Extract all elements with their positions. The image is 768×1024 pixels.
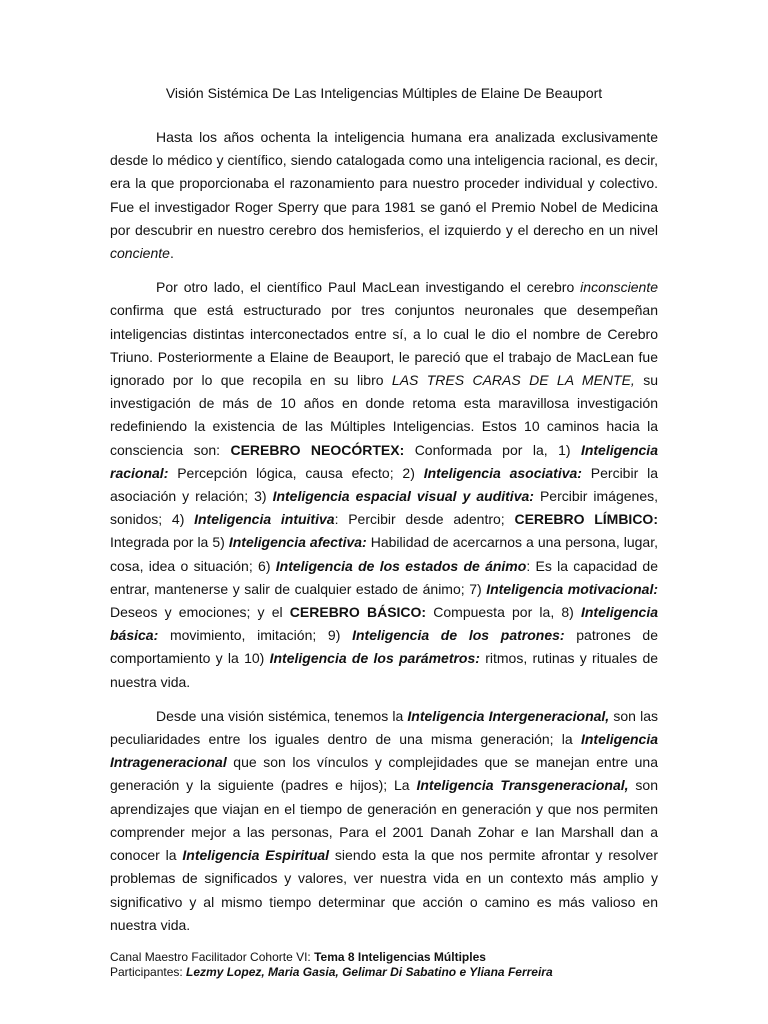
text-run: Inteligencia Intrageneracional bbox=[110, 731, 658, 771]
text-run: Inteligencia Transgeneracional, bbox=[416, 777, 629, 794]
paragraph-1 bbox=[110, 126, 658, 265]
footer-course-label: Canal Maestro Facilitador Cohorte VI: bbox=[110, 950, 315, 964]
footer-participants-label: Participantes: bbox=[110, 965, 187, 979]
text-run: Compuesta por la, 8) bbox=[426, 604, 581, 621]
text-run: LAS TRES CARAS DE LA MENTE, bbox=[391, 372, 635, 389]
text-run: Desde una visión sistémica, tenemos la bbox=[156, 707, 408, 724]
footer-participants-names: Lezmy Lopez, Maria Gasia, Gelimar Di Sabatino e Yliana Ferreira bbox=[186, 965, 553, 979]
text-run: patrones de comportamiento y la 10) bbox=[110, 627, 659, 667]
text-run: son aprendizajes que viajan en el tiempo de generación en generación y que nos permiten comprender mejor a las personas, Para el 2001 Danah Zohar e Ian Marshall dan a conocer la bbox=[110, 777, 658, 864]
text-run: Inteligencia Intergeneracional, bbox=[407, 707, 610, 724]
footer-course-topic: Tema 8 Inteligencias Múltiples bbox=[314, 950, 486, 964]
text-run: Percibir imágenes, sonidos; 4) bbox=[110, 488, 659, 528]
text-run: Inteligencia intuitiva bbox=[194, 511, 335, 528]
paragraph-2 bbox=[110, 276, 658, 694]
text-run: conciente bbox=[110, 245, 170, 262]
document-body bbox=[110, 126, 658, 948]
text-run: Hasta los años ochenta la inteligencia humana era analizada exclusivamente desde lo médico y científico, siendo catalogada como una inteligencia racional, es decir, era la que proporcionaba el razonamiento para nuestro proceder individual y colectivo. Fue el investigador Roger Sperry que para 1981 se ganó el Premio Nobel de Medicina por descubrir en nuestro cerebro dos hemisferios, el izquierdo y el derecho en un nivel bbox=[110, 129, 658, 238]
text-run: ritmos, rutinas y rituales de nuestra vida. bbox=[110, 650, 659, 690]
text-run: Inteligencia básica: bbox=[110, 604, 659, 644]
text-run: Inteligencia afectiva: bbox=[228, 534, 367, 551]
text-run: CEREBRO NEOCÓRTEX: bbox=[230, 441, 405, 458]
text-run: inconsciente bbox=[580, 279, 658, 296]
text-run: Por otro lado, el científico Paul MacLean investigando el cerebro bbox=[156, 279, 581, 296]
footer-participants-line bbox=[110, 965, 670, 980]
text-run: Inteligencia de los patrones: bbox=[352, 627, 565, 644]
text-run: Inteligencia de los parámetros: bbox=[269, 650, 480, 667]
text-run: confirma que está estructurado por tres conjuntos neuronales que desempeñan inteligencias distintas interconectados entre sí, a lo cual le dio el nombre de Cerebro Triuno. Posteriormente a Elaine de Beauport, le pareció que el trabajo de MacLean fue ignorado por lo que recopila en su libro bbox=[110, 302, 658, 389]
text-run: Conformada por la, 1) bbox=[404, 441, 581, 458]
text-run: . bbox=[169, 245, 174, 262]
paragraph-3 bbox=[110, 705, 658, 937]
text-run: Inteligencia Espiritual bbox=[182, 847, 330, 864]
footer-course-line bbox=[110, 950, 670, 965]
text-run: Inteligencia racional: bbox=[110, 441, 658, 481]
text-run: siendo esta la que nos permite afrontar y resolver problemas de significados y valores, ver nuestra vida en un contexto más amplio y significativo y al mismo tiempo determinar que acción o camino es más valioso en nuestra vida. bbox=[110, 847, 659, 933]
text-run: Inteligencia motivacional: bbox=[486, 580, 658, 597]
text-run: CEREBRO BÁSICO: bbox=[289, 604, 427, 621]
text-run: Percibir la asociación y relación; 3) bbox=[110, 464, 658, 505]
text-run: Habilidad de acercarnos a una persona, lugar, cosa, idea o situación; 6) bbox=[110, 534, 658, 574]
text-run: Integrada por la 5) bbox=[110, 534, 229, 551]
text-run: que son los vínculos y complejidades que se manejan entre una generación y la siguiente (padres e hijos); La bbox=[110, 754, 658, 794]
document-footer bbox=[110, 950, 670, 980]
text-run: Percepción lógica, causa efecto; 2) bbox=[168, 464, 424, 481]
text-run: CEREBRO LÍMBICO: bbox=[514, 511, 658, 528]
text-run: Inteligencia espacial visual y auditiva: bbox=[272, 488, 534, 505]
text-run: Inteligencia asociativa: bbox=[423, 464, 582, 481]
text-run: : Percibir desde adentro; bbox=[334, 511, 515, 528]
text-run: movimiento, imitación; 9) bbox=[158, 627, 353, 644]
text-run: su investigación de más de 10 años en donde retoma esta maravillosa investigación redefiniendo la existencia de las Múltiples Inteligencias. Estos 10 caminos hacia la consciencia son: bbox=[110, 372, 658, 458]
text-run: Inteligencia de los estados de ánimo bbox=[275, 557, 527, 574]
document-title: Visión Sistémica De Las Inteligencias Múltiples de Elaine De Beauport bbox=[165, 85, 603, 101]
text-run: son las peculiaridades entre los iguales dentro de una misma generación; la bbox=[110, 707, 658, 748]
text-run: : Es la capacidad de entrar, mantenerse y salir de cualquier estado de ánimo; 7) bbox=[110, 557, 659, 597]
text-run: Deseos y emociones; y el bbox=[110, 604, 290, 621]
